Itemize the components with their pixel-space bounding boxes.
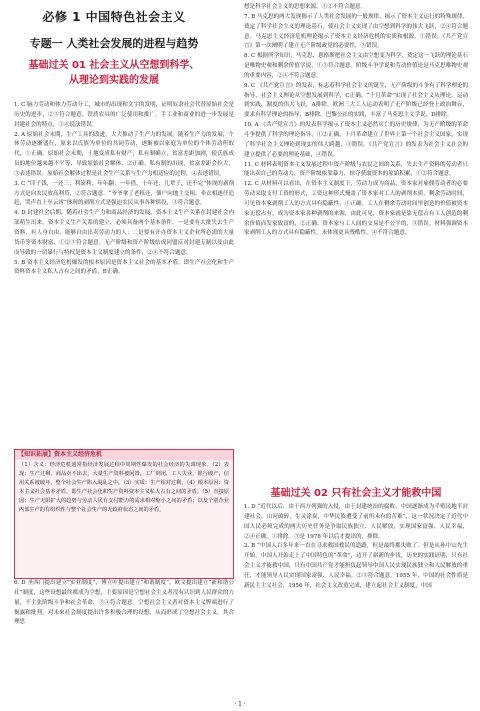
answer-item: 6. D 圣西门提出建立“实业制度”，傅立叶提出建立“和谐制度”，欧文提出建立“新和谐公社”制度，这些设想最终都成为空想，主要原因是空想社会主义者没有认识到人民群众的力量，不主张阶级斗争和社会革命，③④符合题意。空想社会主义者对资本主义弊端进行了揭露和批判，对未来社会制度提出许多积极合理的设想，从而形成了空想社会主义，其合理思 [14, 580, 234, 626]
answer-item: 8. C 根据所学知识，马克思、恩格斯把社会主义由空想变为科学，奠定这一飞跃的理论基石是唯物史观和剩余价值学说，①③符合题意。阶级斗争学说和劳动价值论是马克思唯物史观的重要内容，②④不符合题意。 [244, 53, 468, 79]
answer-item: 10. A 《共产党宣言》的发表科学揭示了资本主义必然灭亡的历史规律，为无产阶级的革命斗争提供了科学的理论指导，①②正确。十月革命建立了世界上第一个社会主义国家，实现了科学社会主义理论到现实的伟大跨越，③错误。《共产党宣言》的发表为社会主义社会的建立提供了必要的理论基础，④错误。 [244, 122, 468, 158]
answer-item: 2. B “中国人百多年来一直在寻求救国救民的道路，但是最终都失败了。但是从孙中山先生开始，中国人开始走上了中国特色的“革命”，迈开了崭新的步伐，历史的实践证明，只有社会主义才能救中国，只有中国共产党才能担负起领导中国人民实现民族独立和人民解放的重任，才能领导人民实现国家富强、人民幸福。②③符合题意。1955 年，中国的社会性质是新民主主义社会，1956 年，社会主义改造完成，建立起社会主义制度，中国 [244, 543, 468, 589]
page-header [0, 0, 228, 88]
page-number: · 1 · [234, 701, 246, 708]
answer-item: 3. C “印子钱，一还三；利滚利，年年翻；一年借，十年还；几辈子，还不完”体现的剥削方式是向农民放高利贷，②符合题意。“爷爷拿了老租还，佃户向地主交租、牵衣相逐任追赶，哭声直上至云霄”体现的剥削方式是强迫农民从事各种徭役，③符合题意。 [14, 180, 234, 207]
answer-item: 11. C 材料表明资本主义发展过程中资产阶级与农民之间的关系，失去生产资料的劳动者只能出卖自己的劳动力，资产阶级依靠暴力，掠夺获取资本的原始积累，①②符合题意。 [244, 161, 468, 178]
knowledge-extension-box [14, 449, 234, 579]
section-title-2-wrap [244, 486, 468, 501]
section-title-2: 基础过关 02 只有社会主义才能救中国 [270, 488, 442, 499]
book-title: 必修 1 中国特色社会主义 [42, 10, 186, 24]
answer-item: 2. A 原始社会末期，生产工具的改进，大大推动了生产力的发展。随着生产力的发展，个体劳动逐渐盛行，原来以氏族为单位的共同劳动，逐渐被以家庭为单位的个体劳动所取代，①正确。原始社会末期，土地变成私有财产，私有制确立，贫富差距加剧，使氏族成员的地位越来越不平等，导致原始社会解体，②正确。私有制的出现，贫富差距会拉大，③表述错误。原始社会解体过程是社会生产关系与生产力相适应的过程，④表述错误。 [14, 131, 234, 177]
answer-item: 想是科学社会主义的思想来源，①②不符合题意。 [244, 4, 367, 10]
section-title-1-line2: 从理论到实践的发展 [69, 75, 159, 86]
right-column-bottom [244, 503, 468, 703]
answer-item: 1. D “近代以后，由于西方列强的入侵，由于封建统治的腐败，中国逐渐成为半殖民地半封建社会，山河破碎，生灵涂炭，中华民族遭受了前所未有的苦难”，这一状况决定了近代中国人民必须完成的两大历史任务是争取民族独立、人民解放，实现国家富强、人民幸福，②④正确，①排除。③是 1978 年以后才提出的，排除。 [244, 504, 468, 540]
topic-title: 专题一 人类社会发展的进程与趋势 [29, 37, 199, 50]
answer-item: 7. B 马克思的两大发现揭示了人类社会发展的一般规律，揭示了资本主义运行的特殊规律，奠定了科学社会主义的理论基石，使社会主义实现了由空想到科学的伟大飞跃，②④符合题意。马克思主义经济危机理论揭示了资本主义经济危机的实质和根源，①错误。《共产党宣言》第一次阐明了建立无产阶级政党的必要性，③错误。 [244, 13, 468, 50]
answer-item: 1. C 脑力劳动和体力劳动分工，城市的出现和文字的发明，证明奴隶社会代替原始社会是历史的进步，②③符合题意。铁质农具的广泛使用和推广，手工业和商业的进一步发展是封建社会的特点，①④说法错误。 [14, 102, 234, 128]
left-column [14, 101, 234, 447]
left-column-bottom [14, 579, 234, 704]
answer-item: 12. C 从材料可以看出，在资本主义制度下，劳动力成为商品，资本家对雇佣劳动者的必要劳动采取支付工资的形式，工资这种形式掩盖了资本家对工人的剥削本质，剩余劳动时间，可见资本家剥削工人的方式具有隐蔽性，①正确。工人在剩余劳动时间里创造的价值被资本家无偿占有，成为资本家各种剥削的来源，由此可见，资本家就是靠无偿占有工人创造的剩余价值而发家致富的，②正确。资本家与工人间的交易是不公平的，③错误。材料强调资本家剥削工人的方式具有隐蔽性，未体现更具残酷性，④不符合题意。 [244, 181, 468, 237]
knowledge-box-title: 【知识拓展】资本主义经济危机 [15, 450, 233, 460]
answer-item: 5. B 资本主义经济危机爆发的根本原因是资本主义社会的基本矛盾，即生产社会化和生产资料资本主义私人占有之间的矛盾，B正确。 [14, 259, 234, 276]
answer-item: 4. D 封建社会后期，随着社会生产力和商品经济的发展，资本主义生产关系在封建社会内部萌生出来。资本主义生产关系的建立，必须具备两个基本条件，一是要有大批失去生产资料、有人身自由、能够自由出卖劳动力的人；二是要有开办资本主义企业所必需的大量货币等资本财富，①②③符合题意。无产阶级和资产阶级结成同盟反对封建专制以及由此而导致的一切暴行与特权是资本主义制度建立的条件，②④不符合题意。 [14, 210, 234, 256]
knowledge-box-body: （1）含义：经济危机通常指经济发展过程中周期性爆发的社会经济的失调现象。（2）表现：生产过剩、商品卖不出去，大量生产资料被闲置，工厂倒闭，工人失业，银行破产，信用关系被破坏，整个社会生产陷入混乱之中。（3）实质：生产相对过剩。（4）根本原因：资本主义社会基本矛盾，即生产社会化和生产资料资本主义私人占有之间的矛盾。（5）直接原因：生产无限扩大的趋势与劳动人民有支付能力的需求相对缩小之间的矛盾；以及个别企业内部生产的有组织性与整个社会生产的无政府状态之间的矛盾。 [19, 462, 229, 514]
answer-item: 9. C 《共产党宣言》的发表，标志着科学社会主义的诞生，无产阶级的斗争有了科学理论的指导，社会主义理论从空想发展到科学，C正确。“十月革命”实现了社会主义从理论、运动到实践、制度的伟大飞跃，A排除。欧洲三大工人运动表明了无产阶级已经登上政治舞台，要求有科学理论的指导，B排除。巴黎公社的实践，丰富了马克思主义学说，D排除。 [244, 82, 468, 119]
section-title-1: 基础过关 01 社会主义从空想到科学、 [28, 60, 200, 71]
